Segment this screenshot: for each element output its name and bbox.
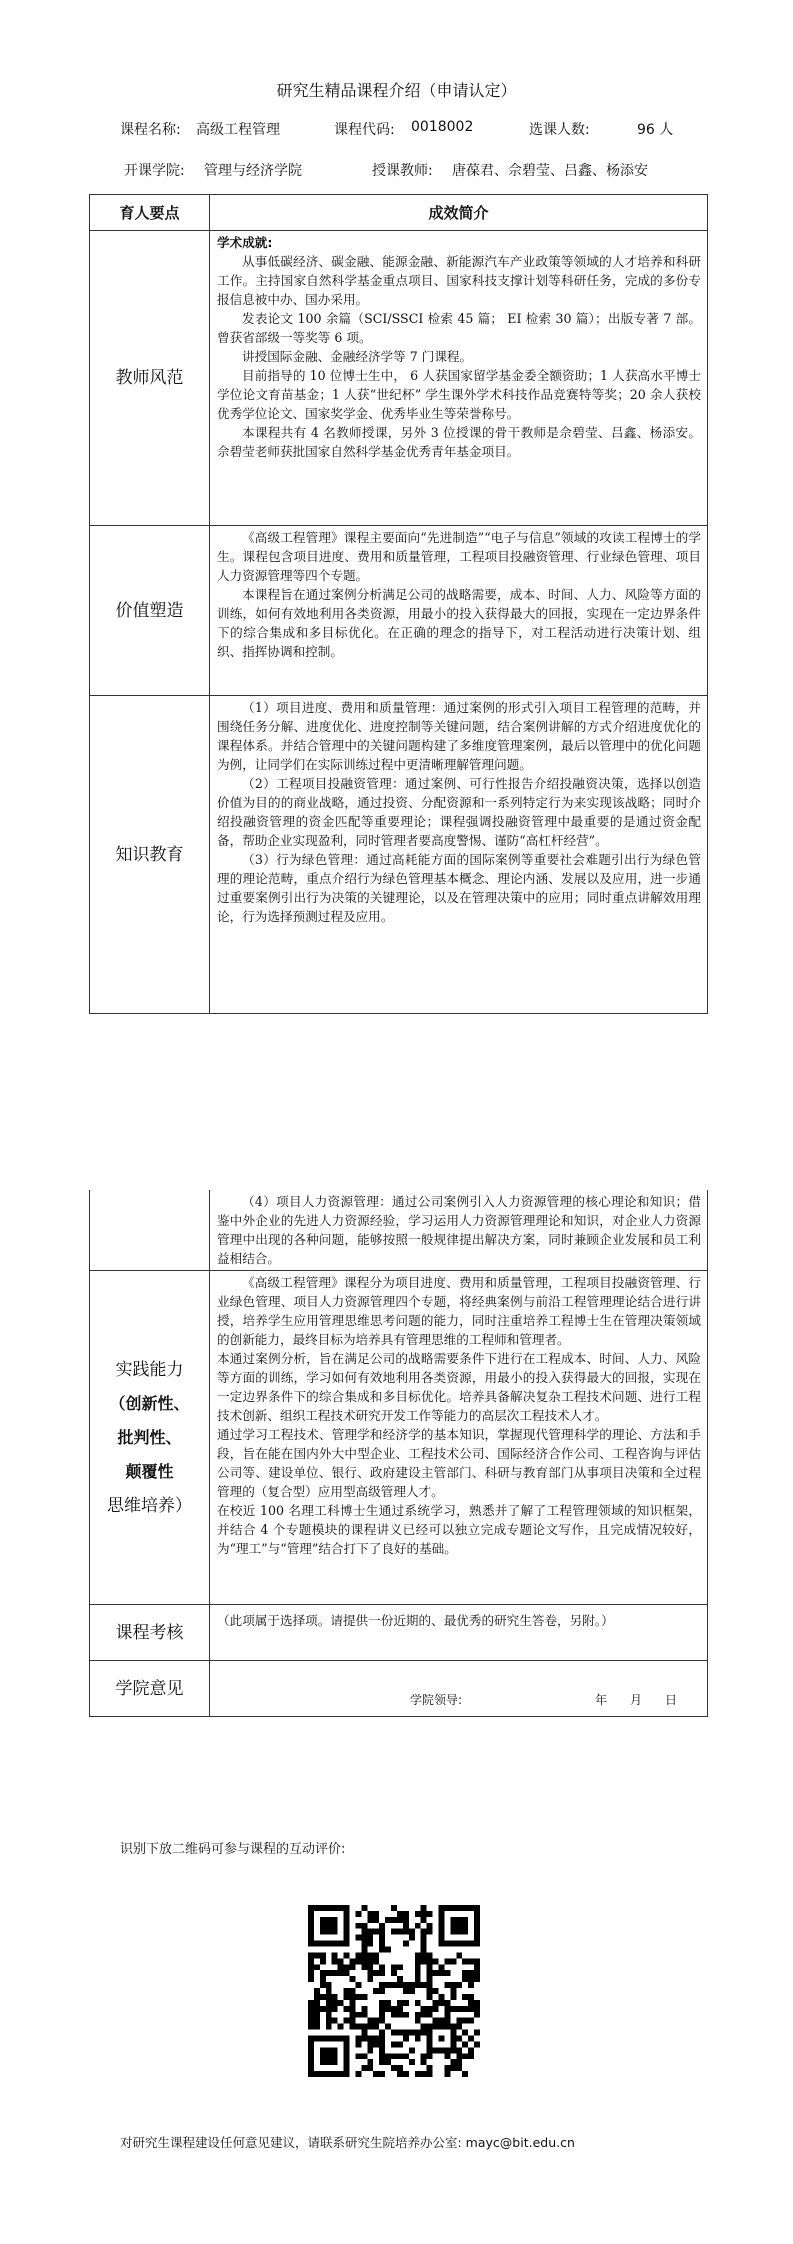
practice-paragraph: 在校近 100 名理工科博士生通过系统学习，熟悉并了解了工程管理领域的知识框架，并结合 4 个专题模块的课程讲义已经可以独立完成专题论文写作，且完成情况较好，为“理工”与“管理”结合打下了良好的基础。: [217, 1503, 701, 1556]
row-body-knowledge: [210, 696, 708, 1014]
date-year: 年: [595, 1693, 608, 1707]
course-name-label: 课程名称:: [120, 122, 181, 138]
knowledge-paragraph: （4）项目人力资源管理：通过公司案例引入人力资源管理的核心理论和知识；借鉴中外企业的先进人力资源经验，学习运用人力资源管理理论和知识，对企业人力资源管理中出现的各种问题，能够按照一般规律提出解决方案，同时兼顾企业发展和员工利益相结合。: [217, 1194, 701, 1266]
date-day: 日: [665, 1693, 678, 1707]
practice-label-line: 颠覆性: [125, 1461, 174, 1481]
row-label-value: 价值塑造: [90, 526, 210, 696]
col-header-summary: 成效简介: [210, 195, 708, 231]
teacher-paragraph: 讲授国际金融、金融经济学等 7 门课程。: [242, 349, 473, 364]
course-name: 高级工程管理: [196, 122, 280, 138]
date-month: 月: [630, 1693, 643, 1707]
value-paragraph: 《高级工程管理》课程主要面向“先进制造”“电子与信息”领域的攻读工程博士的学生。课程包含项目进度、费用和质量管理，工程项目投融资管理、行业绿色管理、项目人力资源管理等四个专题。: [217, 530, 701, 583]
page-2: [0, 1180, 793, 2244]
course-code-label: 课程代码:: [334, 122, 395, 138]
row-body-knowledge-continued: [210, 1190, 708, 1271]
row-body-practice: [210, 1271, 708, 1605]
achievement-table-part-1: [89, 194, 708, 1014]
practice-label-line: （创新性、: [109, 1393, 190, 1413]
teacher-paragraph: 本课程共有 4 名教师授课，另外 3 位授课的骨干教师是佘碧莹、吕鑫、杨添安。佘碧莹老师获批国家自然科学基金优秀青年基金项目。: [217, 425, 701, 459]
row-label-knowledge-continued: [90, 1190, 210, 1271]
enroll-count: 96 人: [637, 122, 674, 138]
qr-code-icon[interactable]: [308, 1905, 480, 2077]
teacher-paragraph: 从事低碳经济、碳金融、能源金融、新能源汽车产业政策等领域的人才培养和科研工作。主持国家自然科学基金重点项目、国家科技支撑计划等科研任务，完成的多份专报信息被中办、国办采用。: [217, 254, 701, 307]
course-code: 0018002: [411, 119, 474, 135]
document-title: 研究生精品课程介绍（申请认定）: [276, 81, 517, 100]
teachers: 唐葆君、佘碧莹、吕鑫、杨添安: [452, 163, 648, 179]
practice-paragraph: 通过学习工程技术、管理学和经济学的基本知识，掌握现代管理科学的理论、方法和手段，旨在能在国内外大中型企业、工程技术公司、国际经济合作公司、工程咨询与评估公司等、建设单位、银行、政府建设主管部门、科研与教育部门从事项目决策和全过程管理的（复合型）应用型高级管理人才。: [217, 1427, 701, 1499]
row-opinion: [90, 1661, 708, 1717]
row-label-knowledge: 知识教育: [90, 696, 210, 1014]
row-knowledge: [90, 696, 708, 1014]
row-exam: [90, 1605, 708, 1661]
value-paragraph: 本课程旨在通过案例分析满足公司的战略需要，成本、时间、人力、风险等方面的训练，如何有效地利用各类资源，用最小的投入获得最大的回报，实现在一定边界条件下的综合集成和多目标优化。在正确的理念的指导下，对工程活动进行决策计划、组织、指挥协调和控制。: [217, 587, 701, 659]
practice-label-line: 批判性、: [117, 1427, 182, 1447]
knowledge-paragraph: （2）工程项目投融资管理：通过案例、可行性报告介绍投融资决策，选择以创造价值为目的的商业战略，通过投资、分配资源和一系列特定行为来实现该战略；同时介绍投融资管理的资金匹配等重要理论；课程强调投融资管理中最重要的是通过资金配备，帮助企业实现盈利，同时管理者要高度警惕、谨防“高杠杆经营”。: [217, 776, 701, 848]
footer-contact: 对研究生课程建设任何意见建议，请联系研究生院培养办公室: mayc@bit.edu.cn: [120, 2135, 575, 2150]
school-label: 开课学院:: [124, 163, 185, 179]
achievement-table-part-2: [89, 1190, 708, 1717]
teacher-paragraph: 发表论文 100 余篇（SCI/SSCI 检索 45 篇； EI 检索 30 篇）；出版专著 7 部。曾获省部级一等奖等 6 项。: [217, 311, 701, 345]
practice-label-line: 思维培养）: [107, 1495, 192, 1516]
teachers-label: 授课教师:: [372, 163, 433, 179]
school-name: 管理与经济学院: [204, 163, 302, 179]
knowledge-paragraph: （3）行为绿色管理：通过高耗能方面的国际案例等重要社会难题引出行为绿色管理的理论范畴，重点介绍行为绿色管理基本概念、理论内涵、发展以及应用，进一步通过重要案例引出行为决策的关键理论，以及在管理决策中的应用；同时重点讲解效用理论，行为选择预测过程及应用。: [217, 852, 701, 924]
practice-label-line: 实践能力: [115, 1359, 184, 1380]
practice-paragraph: 本通过案例分析，旨在满足公司的战略需要条件下进行在工程成本、时间、人力、风险等方面的训练，学习如何有效地利用各类资源，用最小的投入获得最大的回报，实现在一定边界条件下的综合集成和多目标优化。培养具备解决复杂工程技术问题、进行工程技术创新、组织工程技术研究开发工作等能力的高层次工程技术人才。: [217, 1351, 701, 1423]
row-label-exam: 课程考核: [90, 1605, 210, 1661]
opinion-cell: [210, 1661, 708, 1717]
enroll-label: 选课人数:: [529, 122, 590, 138]
qr-caption: 识别下放二维码可参与课程的互动评价:: [120, 1842, 346, 1857]
teacher-heading: 学术成就:: [217, 235, 273, 250]
knowledge-paragraph: （1）项目进度、费用和质量管理：通过案例的形式引入项目工程管理的范畴，并围绕任务分解、进度优化、进度控制等关键问题，结合案例讲解的方式介绍进度优化的课程体系。并结合管理中的关键问题构建了多维度管理案例，最后以管理中的优化问题为例，让同学们在实际训练过程中更清晰理解管理问题。: [217, 700, 701, 772]
exam-note: （此项属于选择项。请提供一份近期的、最优秀的研究生答卷，另附。）: [210, 1605, 708, 1661]
row-label-opinion: 学院意见: [90, 1661, 210, 1717]
practice-paragraph: 《高级工程管理》课程分为项目进度、费用和质量管理，工程项目投融资管理、行业绿色管理、项目人力资源管理四个专题，将经典案例与前沿工程管理理论结合进行讲授，培养学生应用管理思维思考问题的能力，同时注重培养工程博士生在管理决策领域的创新能力，最终目标为培养具有管理思维的工程师和管理者。: [217, 1275, 701, 1347]
row-value: [90, 526, 708, 696]
row-practice: [90, 1271, 708, 1605]
row-body-value: [210, 526, 708, 696]
page-1: [0, 0, 793, 1110]
row-teacher: [90, 231, 708, 526]
leader-label: 学院领导:: [410, 1693, 463, 1707]
row-body-teacher: [210, 231, 708, 526]
col-header-key-points: 育人要点: [90, 195, 210, 231]
row-label-practice: [90, 1271, 210, 1605]
row-knowledge-continued: [90, 1190, 708, 1271]
row-label-teacher: 教师风范: [90, 231, 210, 526]
teacher-paragraph: 目前指导的 10 位博士生中， 6 人获国家留学基金委全额资助；1 人获高水平博士学位论文育苗基金；1 人获“世纪杯” 学生课外学术科技作品竞赛特等奖；20 余人获校优秀学位论文、国家奖学金、优秀毕业生等荣誉称号。: [217, 368, 701, 421]
